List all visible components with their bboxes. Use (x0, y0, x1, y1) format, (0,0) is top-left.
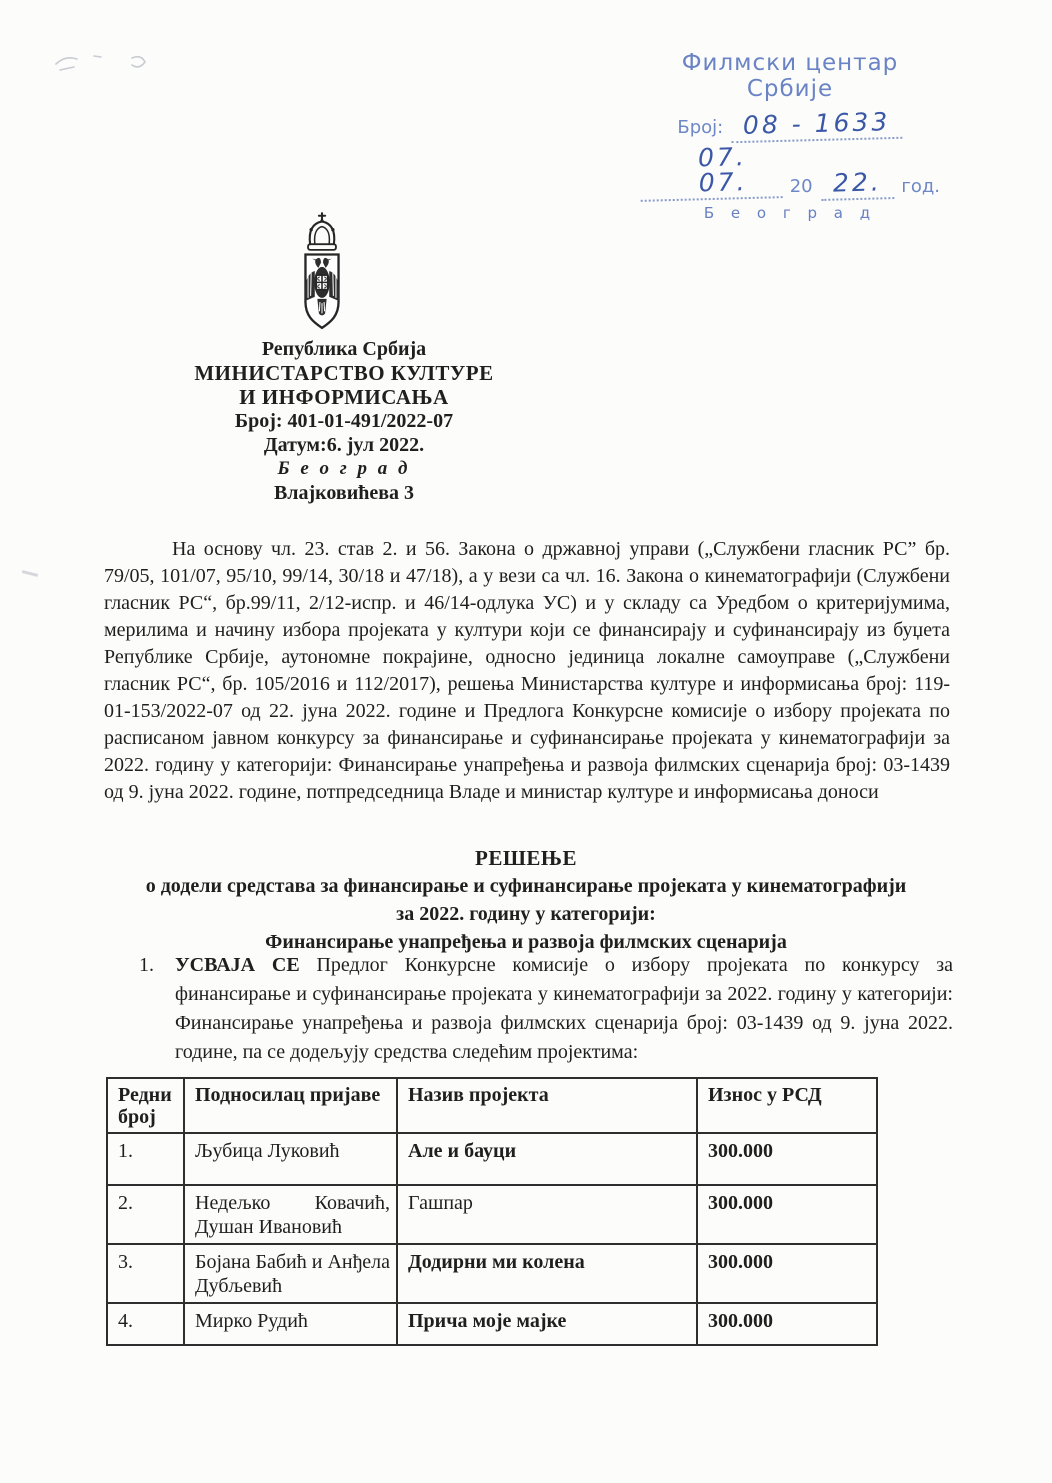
table-row (107, 1185, 877, 1244)
cell-project: Але и бауци (397, 1133, 697, 1185)
decision-item-1 (139, 951, 953, 1067)
film-center-stamp (640, 50, 940, 222)
pencil-mark (50, 44, 160, 80)
preamble-paragraph: На основу чл. 23. став 2. и 56. Закона о државној управи („Службени гласник РС” бр. 79/05, 101/07, 95/10, 99/14, 30/18 и 47/18), а у вези са чл. 16. Закона о кинематографији (Службени гласник РС“, бр.99/11, 2/12-испр. и 46/14-одлука УС) и у складу са Уредбом о критеријумима, мерилима и начину избора пројеката у култури који се финансирају и суфинансирају из буџета Републике Србије, аутономне покрајине, односно јединица локалне самоуправе („Службени гласник РС“, бр. 105/2016 и 112/2017), решења Министарства културе и информисања број: 119-01-153/2022-07 од 22. јуна 2022. године и Предлога Конкурсне комисије о избору пројеката по расписаном јавном конкурсу за финансирање и суфинансирање пројеката у кинематографији за 2022. годину у категорији: Финансирање унапређења и развоја филмских сценарија број: 03-1439 од 9. јуна 2022. године, потпредседница Владе и министар културе и информисања доноси (104, 538, 950, 803)
table-row (107, 1133, 877, 1185)
margin-pencil-dash (22, 570, 38, 577)
serbia-coat-of-arms-icon (291, 210, 353, 330)
item-number: 1. (139, 954, 154, 976)
stamp-number-label: Број: (677, 117, 724, 138)
letterhead-city: Б е о г р а д (277, 458, 411, 479)
item-bold-lead: УСВАЈА СЕ (175, 954, 300, 976)
ministry-letterhead (188, 337, 500, 505)
cell-ordinal: 2. (107, 1185, 184, 1244)
stamp-number-value: 08 - 1633 (731, 109, 903, 143)
letterhead-ministry-line1: МИНИСТАРСТВО КУЛТУРЕ (194, 361, 494, 385)
stamp-org-name: Филмски центар Србије (681, 50, 899, 102)
item-body-text: Предлог Конкурсне комисије о избору пројеката по конкурсу за финансирање и суфинансирање пројеката у кинематографији за 2022. годину у категорији: Финансирање унапређења и развоја филмских сценарија број: 03-1439 од 9. јуна 2022. године, па се додељују средства следећим пројектима: (175, 954, 954, 1063)
cell-project: Додирни ми колена (397, 1244, 697, 1303)
letterhead-ministry-line2: И ИНФОРМИСАЊА (239, 385, 449, 409)
letterhead-number: Број: 401-01-491/2022-07 (234, 410, 454, 432)
stamp-date-century: 20 (789, 176, 813, 197)
decision-subtitle-line2: за 2022. годину у категорији: (396, 903, 656, 925)
cell-ordinal: 1. (107, 1133, 184, 1185)
stamp-city: Б е о г р а д (703, 204, 877, 222)
decision-subtitle-line3: Финансирање унапређења и развоја филмских сценарија (265, 931, 787, 953)
letterhead-date: Датум:6. јул 2022. (263, 434, 425, 456)
header-applicant: Подносилац пријаве (184, 1078, 397, 1133)
decision-title: РЕШЕЊЕ (475, 846, 577, 870)
awarded-projects-table (106, 1077, 878, 1346)
cell-amount: 300.000 (697, 1244, 877, 1303)
decision-subtitle-line1: о додели средстава за финансирање и суфинансирање пројеката у кинематографији (145, 875, 907, 897)
stamp-date-suffix: год. (901, 176, 940, 197)
table-row (107, 1303, 877, 1345)
cell-amount: 300.000 (697, 1185, 877, 1244)
cell-ordinal: 3. (107, 1244, 184, 1303)
cell-amount: 300.000 (697, 1133, 877, 1185)
cell-ordinal: 4. (107, 1303, 184, 1345)
cell-project: Гашпар (397, 1185, 697, 1244)
letterhead-address: Влајковићева 3 (273, 482, 415, 504)
item-text (175, 951, 953, 1067)
letterhead-country: Република Србија (261, 338, 427, 360)
cell-applicant: Недељко Ковачић, Душан Ивановић (184, 1185, 397, 1244)
cell-amount: 300.000 (697, 1303, 877, 1345)
stamp-date-day: 07. 07. (639, 143, 782, 202)
table-row (107, 1244, 877, 1303)
stamp-date-line (640, 142, 940, 200)
decision-heading (52, 844, 1000, 956)
header-project: Назив пројекта (397, 1078, 697, 1133)
cell-applicant: Љубица Луковић (184, 1133, 397, 1185)
table-header-row (107, 1078, 877, 1133)
stamp-date-year: 22. (820, 169, 894, 201)
cell-applicant: Мирко Рудић (184, 1303, 397, 1345)
cell-project: Прича моје мајке (397, 1303, 697, 1345)
header-amount: Износ у РСД (697, 1078, 877, 1133)
cell-applicant: Бојана Бабић и Анђела Дубљевић (184, 1244, 397, 1303)
header-ordinal: Редни број (107, 1078, 184, 1133)
stamp-number-line (640, 107, 940, 141)
